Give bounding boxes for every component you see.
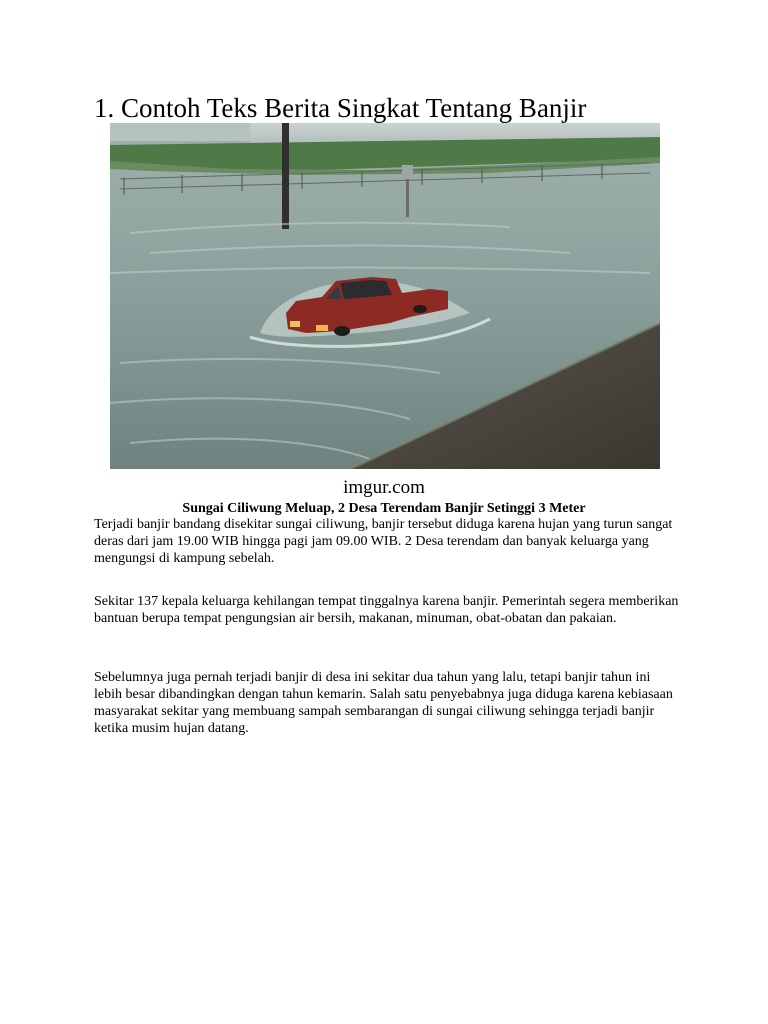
- article-title: 1. Contoh Teks Berita Singkat Tentang Banjir: [94, 93, 587, 123]
- paragraph-3: Sebelumnya juga pernah terjadi banjir di desa ini sekitar dua tahun yang lalu, tetapi banjir tahun ini lebih besar dibandingkan dengan tahun kemarin. Salah satu penyebabnya juga diduga karena kebiasaan masyarakat sekitar yang membuang sampah sembarangan di sungai ciliwung sehingga terjadi banjir ketika musim hujan datang.: [94, 670, 673, 736]
- flood-photo-illustration: [110, 123, 660, 469]
- image-credit: imgur.com: [343, 477, 425, 498]
- paragraph-2: Sekitar 137 kepala keluarga kehilangan tempat tinggalnya karena banjir. Pemerintah segera memberikan bantuan berupa tempat pengungsian air bersih, makanan, minuman, obat-obatan dan pakaian.: [94, 594, 679, 626]
- article-headline: Sungai Ciliwung Meluap, 2 Desa Terendam Banjir Setinggi 3 Meter: [182, 501, 586, 516]
- paragraph-1: Terjadi banjir bandang disekitar sungai ciliwung, banjir tersebut diduga karena hujan yang turun sangat deras dari jam 19.00 WIB hingga pagi jam 09.00 WIB. 2 Desa terendam dan banyak keluarga yang mengungsi di kampung sebelah.: [94, 517, 673, 566]
- flood-photo: [110, 123, 660, 469]
